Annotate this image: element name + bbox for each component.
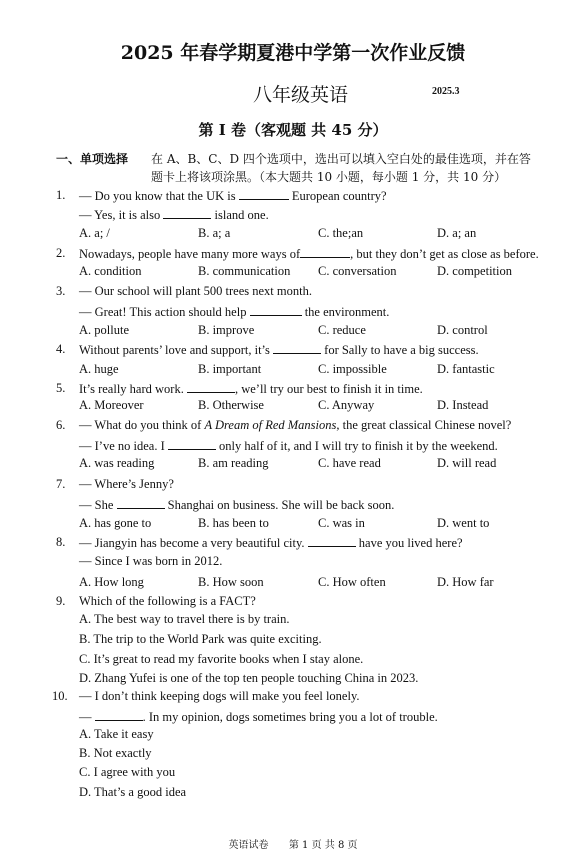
section-instruction-line-2: 题卡上将该项涂黑。（本大题共 10 小题，每小题 1 分，共 10 分）: [151, 170, 507, 184]
question-text: the great classical Chinese novel?: [342, 418, 512, 432]
option-b: B. has been to: [198, 516, 269, 530]
question-number: 6.: [56, 418, 66, 432]
option-d: D. will read: [437, 456, 497, 470]
question-number: 3.: [56, 284, 66, 298]
exam-date: 2025.3: [432, 86, 460, 97]
question-text: for Sally to have a big success.: [324, 343, 479, 357]
question-number: 5.: [56, 381, 66, 395]
option-c: C. impossible: [318, 362, 387, 376]
option-c: C. I agree with you: [79, 765, 176, 779]
question-2-line-1: [79, 246, 539, 262]
question-text: , we’ll try our best to finish it in time.: [234, 382, 423, 396]
question-text: — Do you know that the UK is: [79, 189, 236, 203]
question-number: 9.: [56, 594, 66, 608]
question-8-line-2: — Since I was born in 2012.: [79, 554, 223, 568]
question-9-line-1: Which of the following is a FACT?: [79, 594, 256, 608]
answer-blank: [300, 246, 350, 258]
question-text: the environment.: [304, 305, 390, 319]
question-text: Nowadays, people have many more ways of: [79, 247, 301, 261]
question-number: 1.: [56, 188, 66, 202]
option-a: A. Take it easy: [79, 727, 154, 741]
question-text: It’s really hard work.: [79, 382, 184, 396]
question-6-line-1: [79, 418, 511, 433]
answer-blank: [187, 381, 235, 393]
option-d: D. fantastic: [437, 362, 495, 376]
question-number: 4.: [56, 342, 66, 356]
answer-blank: [95, 709, 143, 721]
question-text: — She: [79, 498, 114, 512]
footer-subject: 英语试卷: [228, 840, 269, 851]
answer-blank: [168, 438, 216, 450]
question-text: Shanghai on business. She will be back soon.: [167, 498, 395, 512]
question-1-line-1: [79, 188, 387, 204]
question-text: — I’ve no idea. I: [79, 439, 165, 453]
option-a: A. Moreover: [79, 398, 144, 412]
option-c: C. How often: [318, 575, 386, 589]
question-text: . In my opinion, dogs sometimes bring you a lot of trouble.: [142, 710, 438, 724]
option-c: C. have read: [318, 456, 381, 470]
question-10-line-2: [79, 709, 438, 725]
question-text: Without parents’ love and support, it’s: [79, 343, 270, 357]
option-d: D. How far: [437, 575, 494, 589]
option-b: B. communication: [198, 264, 291, 278]
section-instruction-line-1: 在 A、B、C、D 四个选项中，选出可以填入空白处的最佳选项，并在答: [151, 152, 531, 166]
option-a: A. condition: [79, 264, 142, 278]
question-1-line-2: [79, 207, 269, 223]
option-a: A. pollute: [79, 323, 129, 337]
question-10-line-1: — I don’t think keeping dogs will make you feel lonely.: [79, 689, 360, 703]
option-b: B. How soon: [198, 575, 264, 589]
option-c: C. It’s great to read my favorite books when I stay alone.: [79, 652, 364, 666]
question-text: — What do you think of: [79, 418, 202, 432]
option-b: B. Otherwise: [198, 398, 264, 412]
option-a: A. was reading: [79, 456, 155, 470]
question-text: — Yes, it is also: [79, 208, 161, 222]
option-a: A. has gone to: [79, 516, 152, 530]
question-6-line-2: [79, 438, 498, 454]
option-d: D. went to: [437, 516, 490, 530]
question-number: 10.: [52, 689, 68, 703]
option-d: D. competition: [437, 264, 512, 278]
option-c: C. conversation: [318, 264, 397, 278]
option-b: B. Not exactly: [79, 746, 152, 760]
option-d: D. Instead: [437, 398, 489, 412]
answer-blank: [308, 535, 356, 547]
question-text: only half of it, and I will try to finish it by the weekend.: [218, 439, 498, 453]
question-text: have you lived here?: [358, 536, 463, 550]
option-a: A. huge: [79, 362, 119, 376]
option-b: B. improve: [198, 323, 255, 337]
question-text: — Great! This action should help: [79, 305, 247, 319]
question-7-line-1: — Where’s Jenny?: [79, 477, 174, 491]
option-b: B. am reading: [198, 456, 269, 470]
novel-title: A Dream of Red Mansions,: [204, 418, 340, 432]
option-c: C. Anyway: [318, 398, 375, 412]
part-heading: 第 I 卷（客观题 共 45 分）: [198, 121, 388, 139]
option-b: B. The trip to the World Park was quite exciting.: [79, 632, 322, 646]
question-7-line-2: [79, 497, 394, 513]
option-a: A. The best way to travel there is by train.: [79, 612, 290, 626]
question-3-line-2: [79, 304, 389, 320]
option-d: D. a; an: [437, 226, 477, 240]
question-text: —: [79, 710, 92, 724]
option-a: A. How long: [79, 575, 144, 589]
option-d: D. Zhang Yufei is one of the top ten people touching China in 2023.: [79, 671, 419, 685]
answer-blank: [117, 497, 165, 509]
option-b: B. a; a: [198, 226, 231, 240]
footer-page-number: 第 1 页 共 8 页: [288, 840, 358, 851]
option-c: C. the;an: [318, 226, 364, 240]
section-label: 一、单项选择: [56, 152, 129, 166]
exam-title: 2025 年春学期夏港中学第一次作业反馈: [120, 42, 466, 64]
grade-label: 八年级英语: [253, 84, 349, 106]
option-b: B. important: [198, 362, 262, 376]
answer-blank: [250, 304, 302, 316]
question-text: European country?: [291, 189, 387, 203]
page-footer: [0, 836, 586, 851]
question-number: 7.: [56, 477, 66, 491]
question-number: 2.: [56, 246, 66, 260]
question-5-line-1: [79, 381, 423, 397]
question-text: — Jiangyin has become a very beautiful city.: [79, 536, 305, 550]
option-c: C. reduce: [318, 323, 366, 337]
question-text: island one.: [214, 208, 269, 222]
option-d: D. control: [437, 323, 488, 337]
question-number: 8.: [56, 535, 66, 549]
question-text: , but they don’t get as close as before.: [350, 247, 539, 261]
option-a: A. a; /: [79, 226, 110, 240]
answer-blank: [273, 342, 321, 354]
answer-blank: [163, 207, 211, 219]
option-d: D. That’s a good idea: [79, 785, 187, 799]
question-3-line-1: — Our school will plant 500 trees next month.: [79, 284, 312, 298]
question-4-line-1: [79, 342, 479, 358]
answer-blank: [239, 188, 289, 200]
option-c: C. was in: [318, 516, 365, 530]
question-8-line-1: [79, 535, 463, 551]
